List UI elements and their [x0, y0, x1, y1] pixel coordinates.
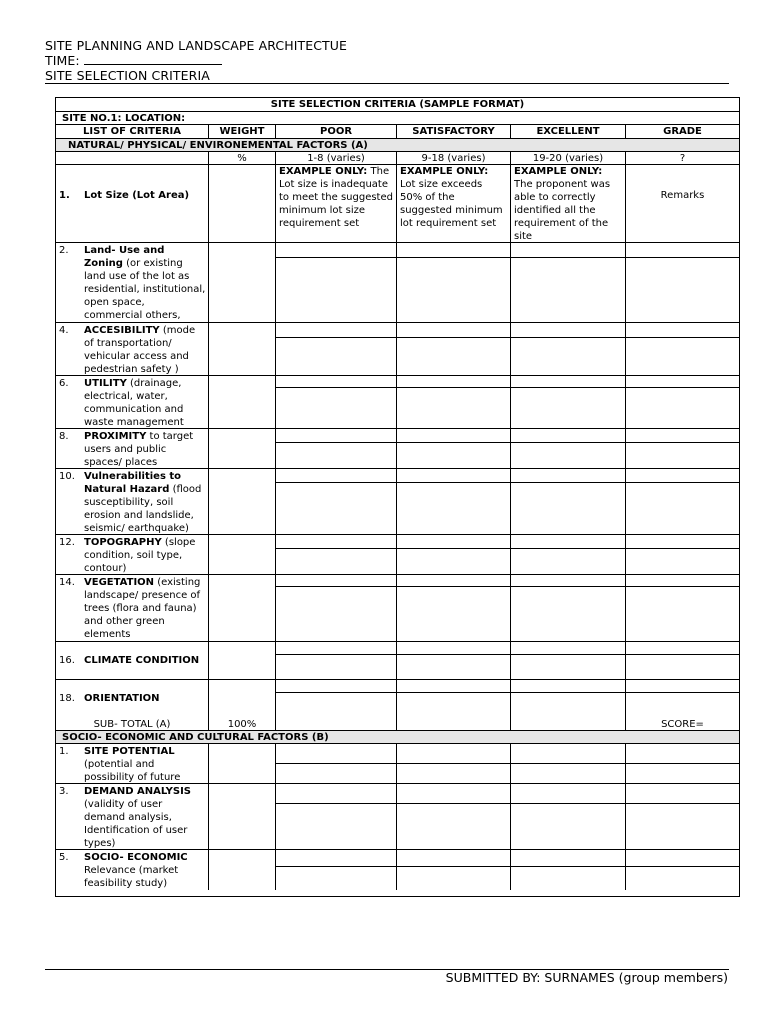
satisfactory-cell[interactable] — [396, 784, 510, 849]
criterion-row-lot-size — [56, 165, 739, 243]
time-label: TIME: — [45, 53, 80, 68]
criterion-row — [56, 243, 739, 323]
weight-cell[interactable] — [208, 784, 275, 849]
poor-cell[interactable] — [275, 850, 396, 890]
criterion-row — [56, 680, 739, 718]
criterion-label: TOPOGRAPHY (slope condition, soil type, contour) — [84, 537, 196, 574]
subtotal-label: SUB- TOTAL (A) — [93, 719, 171, 730]
criterion-label: UTILITY (drainage, electrical, water, communication and waste management — [84, 378, 184, 428]
excellent-cell[interactable] — [510, 575, 625, 641]
site-location-row — [56, 112, 739, 125]
weight-cell[interactable] — [208, 575, 275, 641]
subtotal-weight: 100% — [208, 718, 275, 730]
criterion-label: SOCIO- ECONOMIC Relevance (market feasibility study) — [84, 852, 188, 889]
satisfactory-range: 9-18 (varies) — [396, 152, 510, 164]
criterion-number: 6. — [59, 378, 69, 389]
weight-cell[interactable] — [208, 535, 275, 574]
col-excellent: EXCELLENT — [510, 125, 625, 138]
satisfactory-cell[interactable] — [396, 535, 510, 574]
criterion-row — [56, 575, 739, 642]
grade-cell[interactable] — [625, 469, 739, 534]
weight-cell[interactable] — [208, 680, 275, 718]
weight-cell[interactable] — [208, 744, 275, 783]
criteria-b-list — [56, 744, 739, 890]
subtotal-row — [56, 718, 739, 731]
criterion-number: 8. — [59, 431, 69, 442]
criterion-row — [56, 744, 739, 784]
weight-cell[interactable] — [208, 243, 275, 322]
criterion-number: 5. — [59, 852, 69, 863]
criterion-row — [56, 784, 739, 850]
header-divider — [45, 83, 729, 84]
criterion-row — [56, 323, 739, 376]
criterion-number: 1. — [59, 190, 70, 201]
satisfactory-cell[interactable] — [396, 376, 510, 428]
weight-cell[interactable] — [208, 850, 275, 890]
col-weight: WEIGHT — [208, 125, 275, 138]
poor-cell[interactable] — [275, 680, 396, 718]
satisfactory-cell[interactable] — [396, 744, 510, 783]
document-header — [45, 38, 347, 83]
criterion-label: VEGETATION (existing landscape/ presence of trees (flora and fauna) and other green elements — [84, 577, 201, 640]
submitted-by: SUBMITTED BY: SURNAMES (group members) — [445, 970, 728, 985]
site-location-label: SITE NO.1: LOCATION: — [62, 113, 186, 124]
criterion-row — [56, 376, 739, 429]
satisfactory-cell[interactable] — [396, 323, 510, 375]
criterion-label: Lot Size (Lot Area) — [84, 190, 190, 201]
excellent-cell[interactable] — [510, 535, 625, 574]
section-b-title: SOCIO- ECONOMIC AND CULTURAL FACTORS (B) — [62, 732, 329, 743]
table-title-row — [56, 98, 739, 112]
scale-row — [56, 152, 739, 165]
criterion-number: 16. — [59, 655, 75, 666]
grade-cell[interactable] — [625, 744, 739, 783]
criterion-number: 3. — [59, 786, 69, 797]
criterion-label: ORIENTATION — [84, 693, 160, 704]
weight-cell[interactable] — [208, 376, 275, 428]
grade-cell[interactable] — [625, 429, 739, 468]
excellent-cell[interactable] — [510, 784, 625, 849]
grade-cell[interactable] — [625, 575, 739, 641]
section-b-header — [56, 731, 739, 744]
excellent-cell[interactable] — [510, 243, 625, 322]
satisfactory-cell[interactable] — [396, 642, 510, 679]
criterion-number: 1. — [59, 746, 69, 757]
criterion-row — [56, 429, 739, 469]
criteria-table — [55, 97, 740, 897]
time-blank — [84, 53, 222, 65]
weight-cell[interactable] — [208, 642, 275, 679]
poor-cell[interactable] — [275, 744, 396, 783]
grade-cell[interactable] — [625, 376, 739, 428]
poor-cell[interactable] — [275, 642, 396, 679]
excellent-cell[interactable] — [510, 469, 625, 534]
criterion-label: ACCESIBILITY (mode of transportation/ vehicular access and pedestrian safety ) — [84, 325, 196, 375]
poor-example: EXAMPLE ONLY: The Lot size is inadequate to meet the suggested minimum lot size requirement set — [275, 165, 396, 242]
time-line — [45, 53, 347, 68]
excellent-cell[interactable] — [510, 680, 625, 718]
course-title: SITE PLANNING AND LANDSCAPE ARCHITECTUE — [45, 38, 348, 53]
grade-cell[interactable] — [625, 850, 739, 890]
criterion-number: 14. — [59, 577, 75, 588]
weight-cell[interactable] — [208, 165, 275, 242]
poor-range: 1-8 (varies) — [275, 152, 396, 164]
criterion-number: 12. — [59, 537, 75, 548]
excellent-cell[interactable] — [510, 850, 625, 890]
satisfactory-cell[interactable] — [396, 243, 510, 322]
satisfactory-cell[interactable] — [396, 575, 510, 641]
poor-cell[interactable] — [275, 376, 396, 428]
criterion-label: Vulnerabilities to Natural Hazard (flood susceptibility, soil erosion and landslide, seismic/ earthquake) — [84, 471, 202, 534]
satisfactory-cell[interactable] — [396, 850, 510, 890]
poor-cell[interactable] — [275, 429, 396, 468]
excellent-cell[interactable] — [510, 429, 625, 468]
criterion-number: 18. — [59, 693, 75, 704]
excellent-range: 19-20 (varies) — [510, 152, 625, 164]
satisfactory-cell[interactable] — [396, 469, 510, 534]
criterion-number: 2. — [59, 245, 69, 256]
criterion-row — [56, 469, 739, 535]
weight-unit: % — [208, 152, 275, 164]
poor-cell[interactable] — [275, 535, 396, 574]
poor-cell[interactable] — [275, 784, 396, 849]
grade-cell[interactable] — [625, 535, 739, 574]
grade-cell[interactable] — [625, 680, 739, 718]
criteria-a-list — [56, 243, 739, 718]
section-a-header — [56, 139, 739, 152]
grade-cell[interactable] — [625, 642, 739, 679]
criterion-row — [56, 850, 739, 890]
excellent-example: EXAMPLE ONLY: The proponent was able to correctly identified all the requirement of the site — [510, 165, 625, 242]
grade-range: ? — [625, 152, 739, 164]
col-grade: GRADE — [625, 125, 739, 138]
grade-cell[interactable] — [625, 243, 739, 322]
weight-cell[interactable] — [208, 469, 275, 534]
score-label[interactable]: SCORE= — [625, 718, 739, 730]
grade-cell[interactable] — [625, 784, 739, 849]
column-header-row — [56, 125, 739, 139]
poor-cell[interactable] — [275, 243, 396, 322]
col-criteria: LIST OF CRITERIA — [83, 126, 181, 137]
excellent-cell[interactable] — [510, 376, 625, 428]
poor-cell[interactable] — [275, 575, 396, 641]
col-satisfactory: SATISFACTORY — [396, 125, 510, 138]
criterion-row — [56, 642, 739, 680]
criterion-number: 4. — [59, 325, 69, 336]
document-subtitle: SITE SELECTION CRITERIA — [45, 68, 210, 83]
excellent-cell[interactable] — [510, 323, 625, 375]
satisfactory-cell[interactable] — [396, 429, 510, 468]
criterion-row — [56, 535, 739, 575]
criterion-number: 10. — [59, 471, 75, 482]
grade-cell[interactable] — [625, 165, 739, 242]
criterion-label: CLIMATE CONDITION — [84, 655, 200, 666]
criterion-label: PROXIMITY to target users and public spaces/ places — [84, 431, 194, 468]
section-a-title: NATURAL/ PHYSICAL/ ENVIRONEMENTAL FACTORS (A) — [68, 140, 368, 151]
col-poor: POOR — [275, 125, 396, 138]
criterion-label: DEMAND ANALYSIS (validity of user demand analysis, Identification of user types) — [84, 786, 192, 849]
table-end-spacer — [56, 890, 739, 896]
satisfactory-cell[interactable] — [396, 680, 510, 718]
table-title: SITE SELECTION CRITERIA (SAMPLE FORMAT) — [270, 99, 525, 110]
weight-cell[interactable] — [208, 323, 275, 375]
weight-cell[interactable] — [208, 429, 275, 468]
criterion-label: SITE POTENTIAL (potential and possibility of future — [84, 746, 181, 783]
poor-cell[interactable] — [275, 323, 396, 375]
excellent-cell[interactable] — [510, 642, 625, 679]
excellent-cell[interactable] — [510, 744, 625, 783]
remarks-label: Remarks — [660, 190, 705, 201]
criterion-label: Land- Use and Zoning (or existing land use of the lot as residential, institutional, open space, commercial others, — [84, 245, 206, 321]
satisfactory-example: EXAMPLE ONLY: Lot size exceeds 50% of the suggested minimum lot requirement set — [396, 165, 510, 242]
grade-cell[interactable] — [625, 323, 739, 375]
poor-cell[interactable] — [275, 469, 396, 534]
